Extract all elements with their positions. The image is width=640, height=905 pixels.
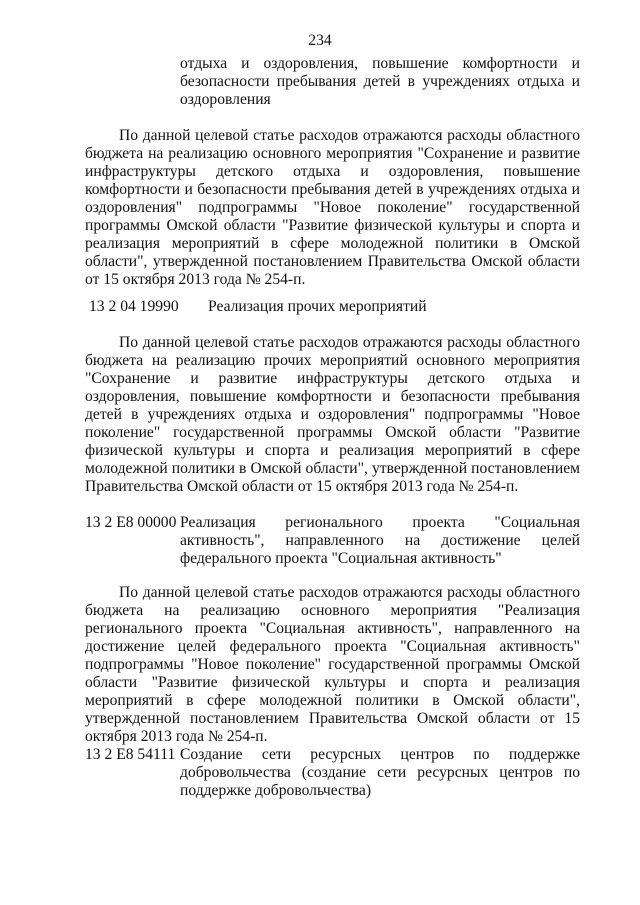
paragraph-1: По данной целевой статье расходов отражаются расходы областного бюджета на реализацию основного мероприятия "Сохранение и развитие инфраструктуры детского отдыха и оздоровления, повышение комфортности и безопасности пребывания детей в учреждениях отдыха и оздоровления" подпрограммы "Новое поколение" государственной программы Омской области "Развитие физической культуры и спорта и реализация мероприятий в сфере молодежной политики в Омской области", утвержденной постановлением Правительства Омской области от 15 октября 2013 года № 254-п. [85,127,580,288]
paragraph-3: По данной целевой статье расходов отражаются расходы областного бюджета на реализацию основного мероприятия "Реализация регионального проекта "Социальная активность", направленного на достижение целей федерального проекта "Социальная активность" подпрограммы "Новое поколение" государственной программы Омской области "Развитие физической культуры и спорта и реализация мероприятий в сфере молодежной политики в Омской области", утвержденной постановлением Правительства Омской области от 15 октября 2013 года № 254-п. [85,584,580,745]
entry-title: Создание сети ресурсных центров по поддержке добровольчества (создание сети ресурсных центров по поддержке добровольчества) [180,746,580,799]
entry-code: 13 2 04 19990 [89,298,179,315]
paragraph-2: По данной целевой статье расходов отражаются расходы областного бюджета на реализацию прочих мероприятий основного мероприятия "Сохранение и развитие инфраструктуры детского отдыха и оздоровления, повышение комфортности и безопасности пребывания детей в учреждениях отдыха и оздоровления" подпрограммы "Новое поколение" государственной программы Омской области "Развитие физической культуры и спорта и реализация мероприятий в сфере молодежной политики в Омской области", утвержденной постановлением Правительства Омской области от 15 октября 2013 года № 254-п. [85,334,580,495]
page-number: 234 [308,32,332,49]
entry-title: Реализация регионального проекта "Социальная активность", направленного на достижение целей федерального проекта "Социальная активность" [180,514,580,567]
intro-continuation: отдыха и оздоровления, повышение комфортности и безопасности пребывания детей в учреждениях отдыха и оздоровления [180,55,580,108]
entry-title: Реализация прочих мероприятий [208,298,427,315]
entry-code: 13 2 E8 00000 [85,514,177,531]
entry-code: 13 2 E8 54111 [85,746,176,763]
